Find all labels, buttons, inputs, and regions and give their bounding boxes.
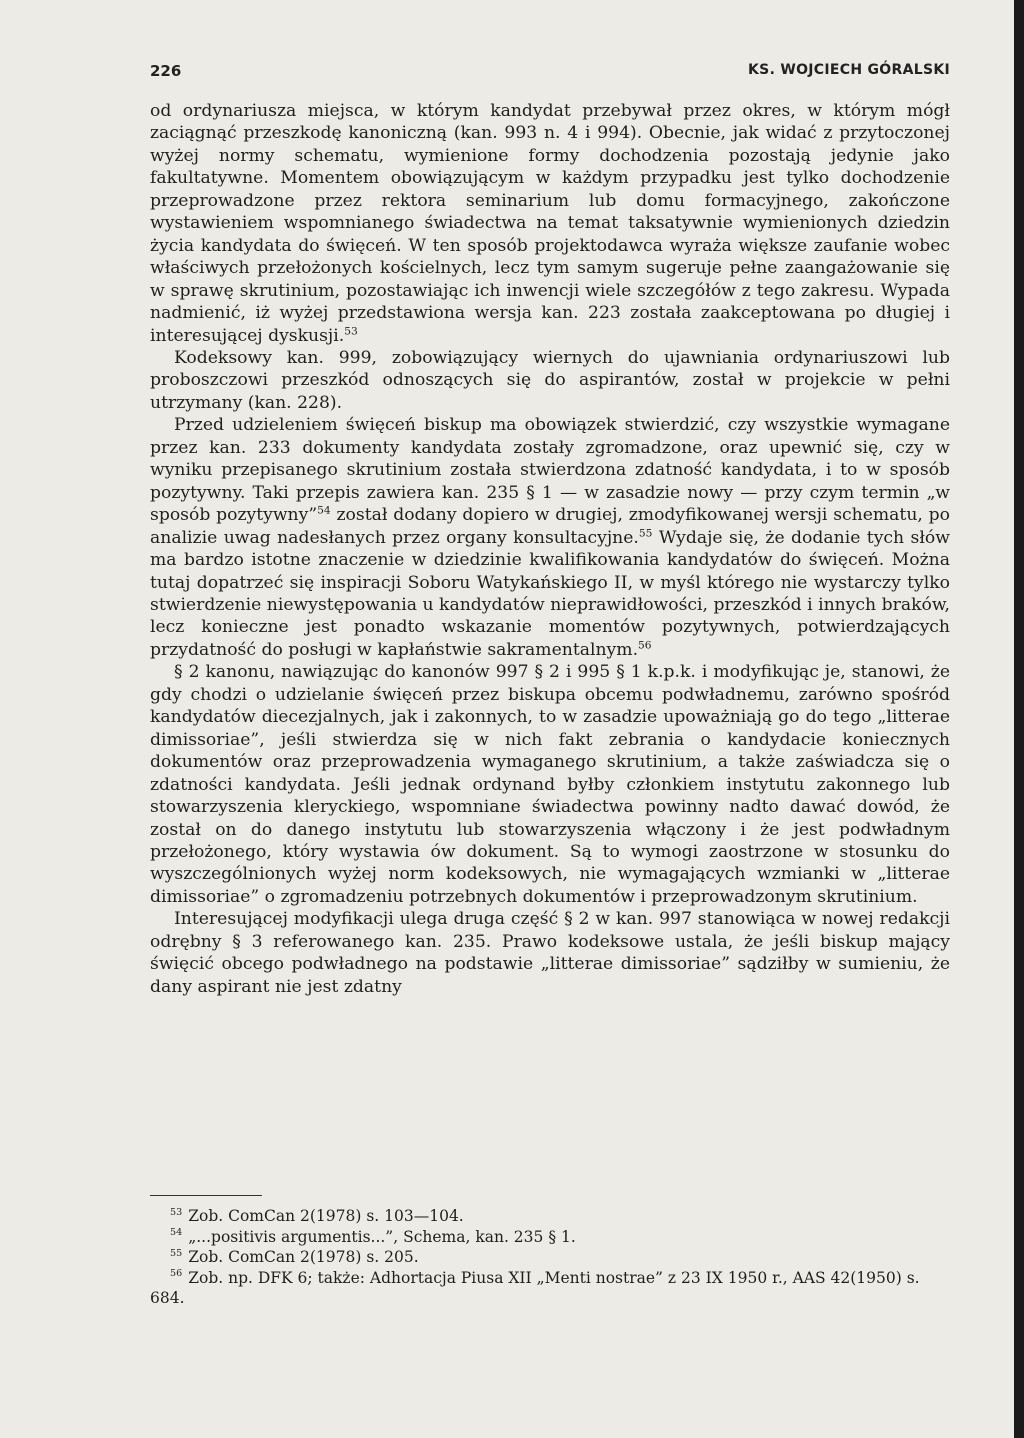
footnote-ref-53: 53 [344,323,358,337]
footnote-number: 53 [170,1206,183,1218]
paragraph-3-text-c: Wydaje się, że dodanie tych słów ma bardzo istotne znaczenie w dziedzinie kwalifikowania kandydatów do święceń. Można tutaj dopatrzeć się inspiracji Soboru Watykańskiego II, w myśl którego nie wystarczy tylko stwierdzenie niewystępowania u kandydatów nieprawidłowości, przeszkód i innych braków, lecz konieczne jest ponadto wskazanie momentów pozytywnych, potwierdzających przydatność do posługi w kapłaństwie sakramentalnym. [150,527,950,660]
footnote-number: 56 [170,1268,183,1280]
footnote-56 [150,1268,950,1309]
footnote-text: Zob. ComCan 2(1978) s. 205. [188,1248,419,1266]
footnote-text: „...positivis argumentis...”, Schema, kan. 235 § 1. [188,1227,576,1246]
main-text [150,100,950,998]
paragraph-1 [150,100,950,347]
scan-edge [1014,0,1024,1438]
paragraph-3-text-b: został dodany dopiero w drugiej, zmodyfikowanej wersji schematu, po analizie uwag nadesłanych przez organy konsultacyjne. [150,505,950,548]
paragraph-5: Interesującej modyfikacji ulega druga część § 2 w kan. 997 stanowiąca w nowej redakcji odrębny § 3 referowanego kan. 235. Prawo kodeksowe ustala, że jeśli biskup mający święcić obcego podwładnego na podstawie „litterae dimissoriae” sądziłby w sumieniu, że dany aspirant nie jest zdatny [150,909,950,997]
running-head: KS. WOJCIECH GÓRALSKI [748,62,950,78]
footnote-number: 55 [170,1247,183,1259]
footnote-55 [150,1247,950,1268]
page-header [150,62,950,86]
footnote-ref-55: 55 [638,525,653,539]
paragraph-4: § 2 kanonu, nawiązując do kanonów 997 § 2 i 995 § 1 k.p.k. i modyfikując je, stanowi, że gdy chodzi o udzielanie święceń przez biskupa obcemu podwładnemu, zarówno spośród kandydatów diecezjalnych, jak i zakonnych, to w zasadzie upoważniają go do tego „litterae dimissoriae”, jeśli stwierdza się w nich fakt zebrania o kandydacie koniecznych dokumentów oraz przeprowadzenia wymaganego skrutinium, a także zaświadcza się o zdatności kandydata. Jeśli jednak ordynand byłby członkiem instytutu zakonnego lub stowarzyszenia kleryckiego, wspomniane świadectwa powinny nadto dawać dowód, że został on do danego instytutu lub stowarzyszenia włączony i że jest podwładnym przełożonego, który wystawia ów dokument. Są to wymogi zaostrzone w stosunku do wyszczególnionych wyżej norm kodeksowych, nie wymagających wzmianki w „litterae dimissoriae” o zgromadzeniu potrzebnych dokumentów i przeprowadzonym skrutinium. [150,662,950,907]
paragraph-1-text: od ordynariusza miejsca, w którym kandydat przebywał przez okres, w którym mógł zaciągnąć przeszkodę kanoniczną (kan. 993 n. 4 i 994). Obecnie, jak widać z przytoczonej wyżej normy schematu, wymienione formy dochodzenia pozostają jedynie jako fakultatywne. Momentem obowiązującym w każdym przypadku jest tylko dochodzenie przeprowadzone przez rektora seminarium lub domu formacyjnego, zakończone wystawieniem wspomnianego świadectwa na temat taksatywnie wymienionych dziedzin życia kandydata do święceń. W ten sposób projektodawca wyraża większe zaufanie wobec właściwych przełożonych kościelnych, lecz tym samym sugeruje pełne zaangażowanie się w sprawę skrutinium, pozostawiając ich inwencji wiele szczegółów z tego zakresu. Wypada nadmienić, iż wyżej przedstawiona wersja kan. 223 została zaakceptowana po długiej i interesującej dyskusji. [150,101,950,346]
page-number: 226 [150,62,182,80]
footnotes [150,1206,950,1309]
footnote-54 [150,1227,950,1248]
paragraph-3-text-a: Przed udzieleniem święceń biskup ma obowiązek stwierdzić, czy wszystkie wymagane przez kan. 233 dokumenty kandydata zostały zgromadzone, oraz upewnić się, czy w wyniku przepisanego skrutinium została stwierdzona zdatność kandydata, i to w sposób pozytywny. Taki przepis zawiera kan. 235 § 1 — w zasadzie nowy — przy czym termin „w sposób pozytywny” [150,415,950,526]
footnote-ref-56: 56 [638,638,652,652]
paragraph-2: Kodeksowy kan. 999, zobowiązujący wiernych do ujawniania ordynariuszowi lub proboszczowi przeszkód odnoszących się do aspirantów, został w projekcie w pełni utrzymany (kan. 228). [150,347,950,413]
footnote-ref-54: 54 [317,503,331,517]
footnote-separator [150,1195,262,1196]
paragraph-3 [150,414,950,661]
footnote-number: 54 [170,1227,183,1239]
footnote-text: Zob. np. DFK 6; także: Adhortacja Piusa XII „Menti nostrae” z 23 IX 1950 r., AAS 42(1950) s. 684. [150,1268,920,1307]
footnote-text: Zob. ComCan 2(1978) s. 103—104. [188,1207,464,1225]
footnote-53 [150,1206,950,1227]
